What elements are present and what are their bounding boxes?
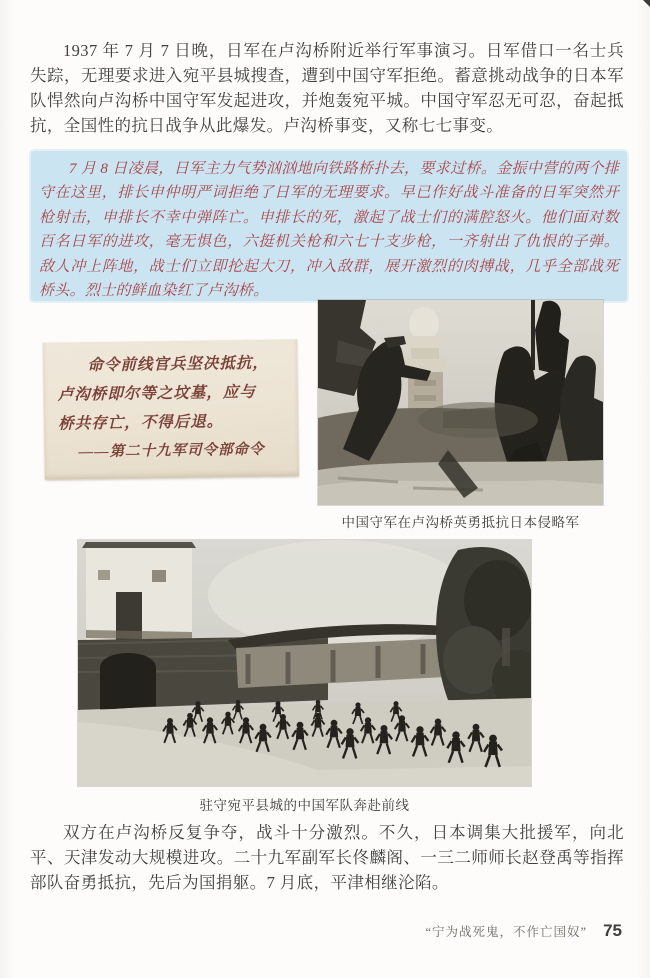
paragraph-lugouqiao-incident: 1937 年 7 月 7 日晚，日军在卢沟桥附近举行军事演习。日军借口一名士兵失踪，无理要求进入宛平县城搜查，遭到中国守军拒绝。蓄意挑动战争的日本军队悍然向卢沟桥中国守军发起进攻，并炮轰宛平城。中国守军忍无可忍，奋起抵抗，全国性的抗日战争从此爆发。卢沟桥事变，又称七七事变。 [30,41,624,135]
photo-lugou-bridge-defense [318,300,603,505]
paragraph-aftermath: 双方在卢沟桥反复争夺，战斗十分激烈。不久，日本调集大批援军，向北平、天津发动大规模进攻。二十九军副军长佟麟阁、一三二师师长赵登禹等指挥部队奋勇抵抗，先后为国捐躯。7 月底，平津相继沦陷。 [30,823,624,892]
footer-quote: “宁为战死鬼，不作亡国奴” [425,925,588,939]
photo-wanping-troops [78,540,531,786]
scan-corner-artifact [643,0,650,7]
photo1-caption: 中国守军在卢沟桥英勇抵抗日本侵略军 [341,515,580,530]
page-number: 75 [603,921,622,940]
note-line: 桥共存亡，不得后退。 [58,413,224,433]
reading-box [31,151,627,301]
note-line: 卢沟桥即尔等之坟墓，应与 [57,383,256,404]
command-order-note [43,339,299,480]
page-footer [425,921,622,941]
note-attribution: ——第二十九军司令部命令 [78,441,265,461]
reading-box-text: 7 月 8 日凌晨，日军主力气势汹汹地向铁路桥扑去，要求过桥。金振中营的两个排守在这里，排长申仲明严词拒绝了日军的无理要求。早已作好战斗准备的日军突然开枪射击，申排长不幸中弹阵亡。申排长的死，激起了战士们的满腔怒火。他们面对数百名日军的进攻，毫无惧色，六挺机关枪和六七十支步枪，一齐射出了仇恨的子弹。敌人冲上阵地，战士们立即抡起大刀，冲入敌群，展开激烈的肉搏战，几乎全部战死桥头。烈士的鲜血染红了卢沟桥。 [39,161,619,300]
note-line: 命令前线官兵坚决抵抗， [87,354,269,375]
photo2-caption: 驻守宛平县城的中国军队奔赴前线 [199,798,410,813]
